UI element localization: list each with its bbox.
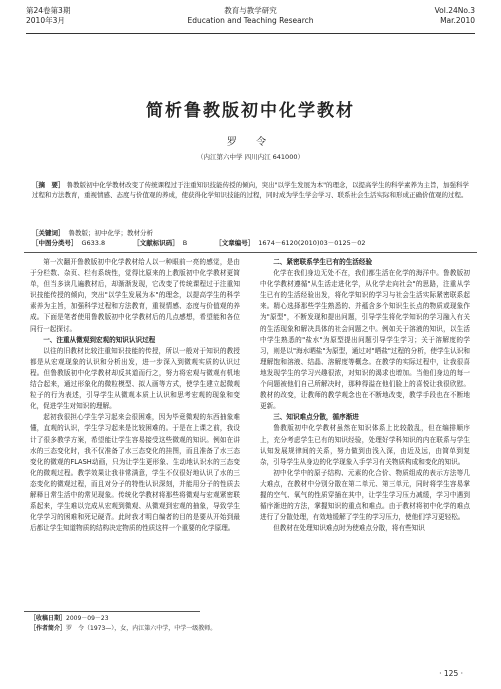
body-paragraph: 鲁教版初中化学教材虽然在知识体系上比较散乱，但在编排顺序上，充分考虑学生已有的知识经验，处理好学科知识的内在联系与学生认知发展规律间的关系，努力做到由浅入深，由近及远，由简单到复杂，引导学生从身边的化学现象入手学习有关物质构成和变化的知识。: [260, 424, 470, 466]
issue-date: 2010年3月: [26, 16, 65, 25]
header-rule: [26, 33, 475, 34]
doc-label: ［文献标识码］: [133, 239, 179, 247]
body-paragraph: 化学在我们身边无处不在，我们都生活在化学的海洋中。鲁教版初中化学教材遵循"从生活走进化学，从化学走向社会"的思路，注重从学生已有的生活经验出发，将化学知识的学习与社会生活实际紧密联系起来。精心选择那些学生熟悉的、并蕴含多个知识生长点的物质或现象作为"原型"，不断发现和提出问题，引导学生将化学知识的学习融入有关的生活现象和解决具体的社会问题之中。例如关于溶液的知识，以生活中学生熟悉的"盐水"为原型提出问题引导学生学习；关于溶解度的学习，则是以"海水晒盐"为原型，通过对"晒盐"过程的分析，使学生认识和理解饱和溶液、结晶、溶解度等概念。在教学的实际过程中，让我很喜地发现学生的学习兴趣很浓，对知识的渴求也增加。当他们身边的每一个问题被他们自己所解决时，那种得溢在他们脸上的喜悦让我很欣慰。教材的改变，让教师的教学观念也在不断地改变，教学手段也在不断地更新。: [260, 269, 470, 411]
author-bio-value: 罗 令（1973—），女，内江第六中学，中学一级教师。: [66, 625, 217, 632]
author-affiliation: （内江第六中学 四川内江 641000）: [197, 153, 304, 161]
clc-value: G633.8: [81, 239, 106, 247]
body-paragraph: 但教材在处理知识难点时为使难点分散，将有些知识: [273, 524, 425, 533]
page-number: · 125 ·: [439, 669, 463, 678]
abstract-label: ［摘 要］: [32, 181, 65, 189]
journal-name-en: Education and Teaching Research: [187, 16, 314, 25]
author-bio-label: ［作者简介］: [30, 625, 67, 632]
running-header: [26, 6, 475, 38]
received-value: 2009－09－23: [66, 615, 109, 622]
keywords-label: ［关键词］: [32, 229, 65, 237]
body-paragraph: 初中化学中的原子结构、元素的化合价、物质组成的表示方法等几大难点，在教材中分别分散在第二单元、第三单元，同时将学生容易掌握的空气、氧气的性质穿插在其中，让学生学习压力减缓，学习中遇到循序渐进的方法，掌握知识的重点和难点。由于教材将初中化学的难点进行了分散处理，有效地缓解了学生的学习压力，使他们学习更轻松。: [260, 468, 470, 522]
article-id-label: ［文章编号］: [215, 239, 255, 247]
clc-code: [32, 239, 105, 247]
body-column-right: [260, 257, 470, 534]
footnote: [30, 614, 216, 634]
article-id: [215, 239, 365, 247]
section-heading: 三、知识难点分散，循序渐进: [273, 413, 359, 422]
author-bio: [30, 624, 216, 634]
article-id-value: 1674－6120(2010)03－0125－02: [258, 239, 366, 247]
body-paragraph: 以往的旧教材比较注重知识技能的传授，所以一般对于知识的教授都是从宏观现象的认识和分析出发，进一步深入到微观实质的认识过程。但鲁教版初中化学教材却反其道而行之，努力将宏观与微观有机地结合起来，通过形象化的微粒模型、拟人画等方式，使学生建立起微观粒子的行为表述，引导学生从微观本质上认识和思考宏观的现象和变化，促进学生对知识的理解。: [30, 346, 240, 411]
keywords-text: 鲁教版；初中化学；教材分析: [68, 229, 153, 237]
abstract: [32, 180, 471, 200]
footnote-rule: [24, 611, 200, 612]
body-paragraph: 第一次翻开鲁教版初中化学教材给人以一种眼前一亮的感觉，是由于分栏数、杂页、栏有系统性，觉得比原来的上教版初中化学教材更简单，但当多读几遍教材后，却渐渐发现，它改变了传统课程过于注重知识技能传授的倾向，突出"以学生发展为本"的理念，以提高学生的科学素养为主旨，加强科学过程和方法教育，重视情感、态度与价值观的养成。下面是笔者使用鲁教版初中化学教材后的几点感想，希望能和各位同行一起探讨。: [30, 258, 240, 333]
article-title: 简析鲁教版初中化学教材: [146, 101, 355, 121]
body-paragraph: 起初我很担心学生学习起来会很困难，因为毕竟微观的东西抽象难懂，直观的认识，学生学习起来是比较困难的。于是在上课之前，我设计了很多教学方案，希望能让学生容易接受这些微观的知识。例如在讲水的三态变化时，我不仅准备了水三态变化的挂图，而且准备了水三态变化的微观的FLASH动画，只为让学生更形象、生动地认识水的三态变化的微观过程。教学效果让我非常满意，学生不仅很好地认识了水的三态变化的微观过程，而且对分子的特性认识深刻，并能用分子的性质去解释日常生活中的常见现象。传统化学教材将那些将微观与宏观紧密联系起来，学生难以完成从宏观到微观、从微观到宏观的抽象，导致学生化学学习的困难和死记硬背。此时我才明白编者的目的是要从开始到最后都让学生知道物质的结构决定物质的性质这样一个重要的化学原理。: [30, 413, 240, 533]
received-date: [30, 614, 216, 624]
section-heading: 一、注重从微观到宏观的知识认识过程: [43, 335, 156, 344]
issue-date-en: Mar.2010: [440, 16, 475, 25]
section-heading: 二、紧密联系学生已有的生活经验: [273, 258, 373, 266]
volume-issue-en: Vol.24No.3: [434, 6, 475, 15]
volume-issue: 第24卷第3期: [26, 6, 71, 15]
metadata-rule: [24, 252, 477, 253]
journal-name: [26, 6, 475, 26]
classification-line: [32, 238, 471, 248]
doc-value: B: [182, 239, 188, 247]
received-label: ［收稿日期］: [30, 615, 67, 622]
journal-name-cn: 教育与教学研究: [224, 6, 277, 15]
journal-issue-en: [435, 6, 475, 26]
body-column-left: [30, 257, 240, 534]
doc-code: [133, 239, 187, 247]
abstract-text: 鲁教版初中化学教材改变了传统课程过于注重知识技能传授的倾向，突出"以学生发展为本"的理念，以提高学生的科学素养为主旨，加强科学过程和方法教育，重视情感、态度与价值观的养成，使获得化学知识技能的过程，同时成为学生学会学习、联系社会生活实际和形成正确价值观的过程。: [32, 181, 470, 199]
article-author: 罗 令: [226, 137, 275, 148]
article-metadata: [32, 228, 471, 248]
clc-label: ［中图分类号］: [32, 239, 78, 247]
keywords: [32, 228, 471, 238]
